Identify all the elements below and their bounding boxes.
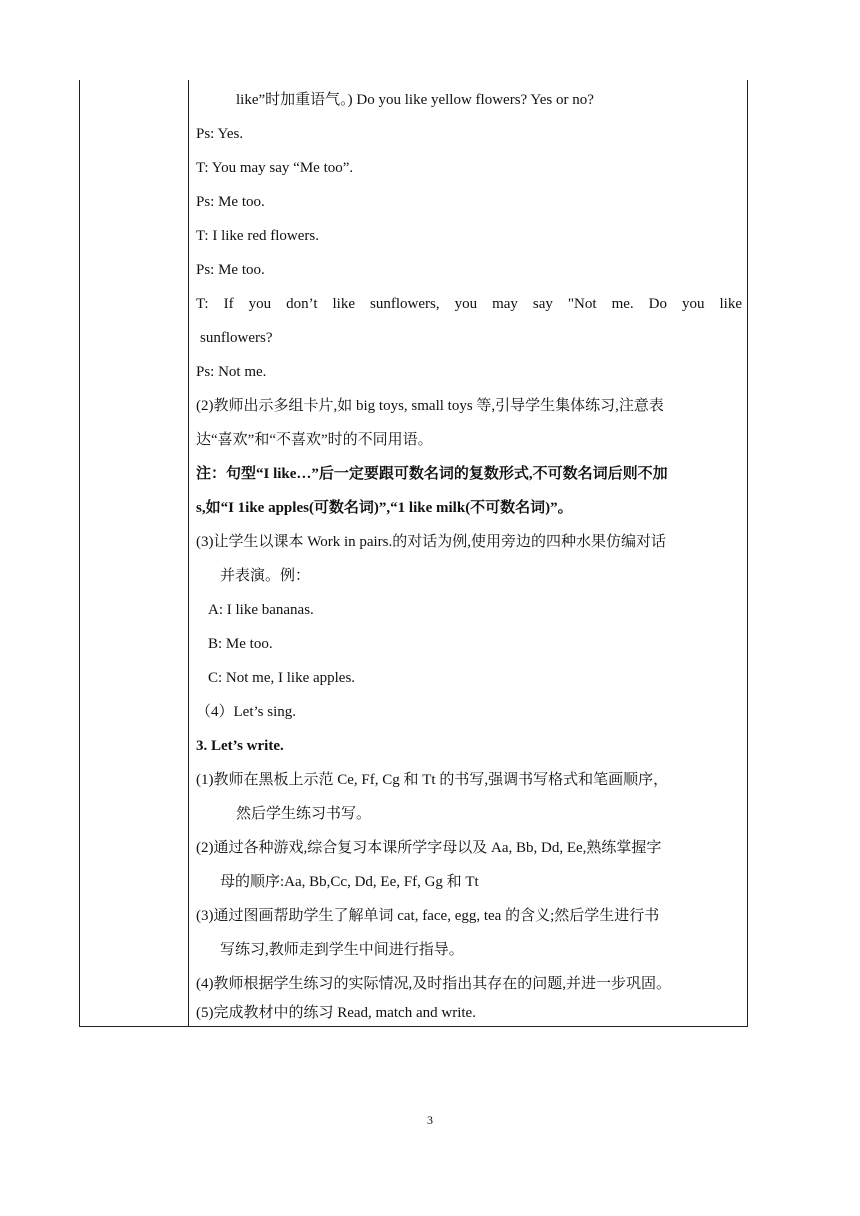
text-line: (3)让学生以课本 Work in pairs.的对话为例,使用旁边的四种水果仿编对话	[196, 534, 667, 550]
text-line: (3)通过图画帮助学生了解单词 cat, face, egg, tea 的含义;然后学生进行书	[196, 908, 660, 924]
text-line: （4）Let’s sing.	[196, 704, 296, 720]
text-line: like”时加重语气。) Do you like yellow flowers? Yes or no?	[236, 92, 594, 108]
page-number: 3	[427, 1113, 433, 1127]
lesson-table	[79, 80, 748, 1027]
text-line: 达“喜欢”和“不喜欢”时的不同用语。	[196, 432, 433, 448]
column-divider	[188, 80, 189, 1026]
text-line: Ps: Not me.	[196, 364, 267, 380]
section-heading: 3. Let’s write.	[196, 738, 284, 754]
text-line: 并表演。例：	[220, 568, 311, 584]
text-line: (2)教师出示多组卡片,如 big toys, small toys 等,引导学生集体练习,注意表	[196, 398, 664, 414]
text-line: (1)教师在黑板上示范 Ce, Ff, Cg 和 Tt 的书写,强调书写格式和笔画顺序，	[196, 772, 669, 788]
text-line: (5)完成教材中的练习 Read, match and write.	[196, 1005, 476, 1021]
note-line: 注：句型“I like…”后一定要跟可数名词的复数形式,不可数名词后则不加	[196, 466, 668, 482]
text-line: 写练习,教师走到学生中间进行指导。	[220, 942, 464, 958]
text-line: Ps: Yes.	[196, 126, 244, 142]
note-line: s,如“I 1ike apples(可数名词)”,“1 like milk(不可数名词)”。	[196, 500, 573, 516]
text-line: T: If you don’t like sunflowers, you may say "Not me. Do you like	[196, 296, 742, 312]
dialog-line: A: I like bananas.	[208, 602, 314, 618]
text-line: 然后学生练习书写。	[236, 806, 372, 822]
text-line: Ps: Me too.	[196, 262, 265, 278]
text-line: T: You may say “Me too”.	[196, 160, 354, 176]
text-line: sunflowers?	[200, 330, 273, 346]
dialog-line: C: Not me, I like apples.	[208, 670, 356, 686]
text-line: (4)教师根据学生练习的实际情况,及时指出其存在的问题,并进一步巩固。	[196, 976, 671, 992]
text-line: 母的顺序:Aa, Bb,Cc, Dd, Ee, Ff, Gg 和 Tt	[220, 874, 479, 890]
text-line: Ps: Me too.	[196, 194, 265, 210]
text-line: T: I like red flowers.	[196, 228, 319, 244]
dialog-line: B: Me too.	[208, 636, 273, 652]
text-line: (2)通过各种游戏,综合复习本课所学字母以及 Aa, Bb, Dd, Ee,熟练掌握字	[196, 840, 662, 856]
